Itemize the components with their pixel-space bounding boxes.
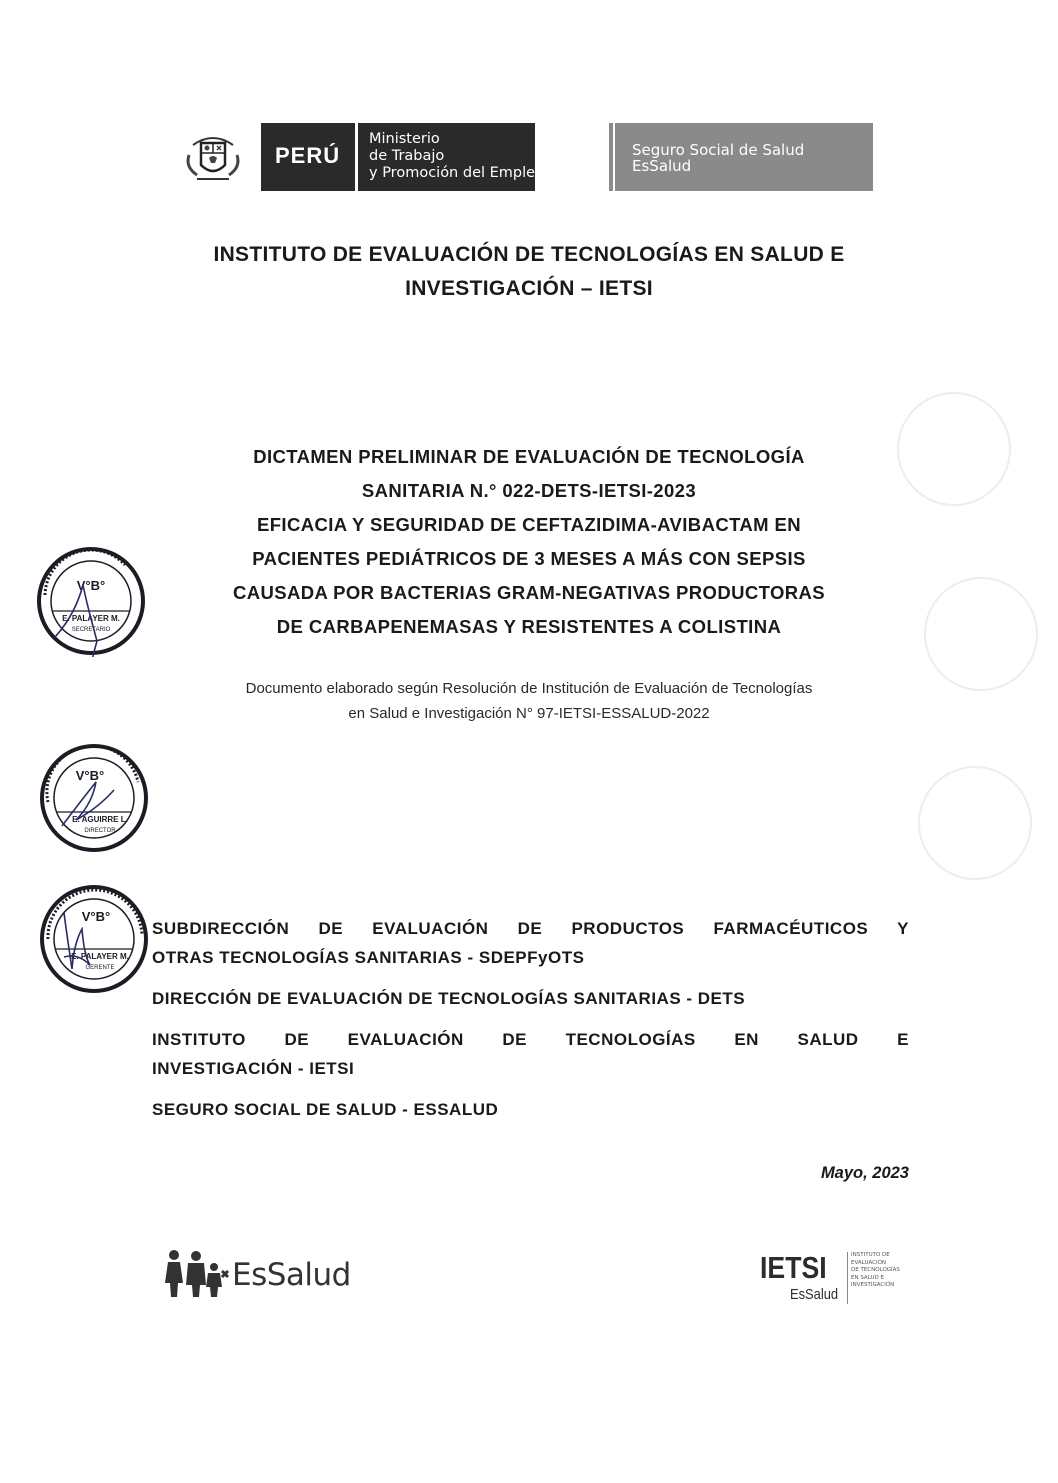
subdireccion-line: SUBDIRECCIÓN DE EVALUACIÓN DE PRODUCTOS FARMACÉUTICOS Y [152,919,909,938]
document-note-line: Documento elaborado según Resolución de Institución de Evaluación de Tecnologías [245,680,813,697]
approval-stamp-icon [35,545,147,657]
dictamen-line: DICTAMEN PRELIMINAR DE EVALUACIÓN DE TECNOLOGÍA [253,446,805,467]
institute-title-line: INVESTIGACIÓN – IETSI [405,277,653,300]
dictamen-line: EFICACIA Y SEGURIDAD DE CEFTAZIDIMA-AVIBACTAM EN [256,514,802,535]
document-note [120,676,938,726]
subdireccion [152,914,909,972]
dictamen-line: SANITARIA N.° 022-DETS-IETSI-2023 [361,480,697,501]
document-note-line: en Salud e Investigación N° 97-IETSI-ESSALUD-2022 [348,705,710,722]
instituto [152,1025,909,1083]
stamp-vb: V°B° [75,768,105,783]
essalud-box-line: Seguro Social de Salud [632,141,805,159]
ministry-line: de Trabajo [369,148,445,164]
ministry-line: Ministerio [369,131,440,147]
divider [847,1252,848,1304]
stamp-name: E. PALAYER M. [62,614,120,623]
ministry-name [369,131,544,182]
institute-title [120,238,938,306]
peru-label: PERÚ [275,143,341,168]
stamp-name: E. PALAYER M. [71,952,129,961]
peru-coat-of-arms-icon [183,127,243,187]
essalud-box [615,123,873,191]
ietsi-caption-line: EN SALUD E [851,1274,884,1281]
stamp-role: SECRETARIO [71,627,111,633]
subdireccion-line: OTRAS TECNOLOGÍAS SANITARIAS - SDEPFyOTS [152,948,585,967]
divider [355,123,358,191]
instituto-line: INVESTIGACIÓN - IETSI [152,1059,355,1078]
divider [609,123,613,191]
ietsi-caption-line: INVESTIGACIÓN [851,1282,895,1289]
instituto-line: INSTITUTO DE EVALUACIÓN DE TECNOLOGÍAS EN SALUD E [152,1030,909,1049]
essalud-logo-text: EsSalud [232,1257,351,1293]
essalud-logo [164,1245,404,1305]
seguro-social: SEGURO SOCIAL DE SALUD - ESSALUD [152,1100,499,1119]
institute-title-line: INSTITUTO DE EVALUACIÓN DE TECNOLOGÍAS EN SALUD E [213,243,845,266]
dictamen-title [120,440,938,644]
government-banner [183,123,873,191]
ietsi-caption-line: DE TECNOLOGÍAS [851,1267,900,1274]
peru-ministry-box [261,123,544,191]
dictamen-line: DE CARBAPENEMASAS Y RESISTENTES A COLISTINA [276,616,782,637]
ministry-line: y Promoción del Empleo [369,165,544,181]
essalud-box-line: EsSalud [632,157,692,175]
authorship-block [152,914,909,1124]
faint-stamp-mark [897,392,1011,506]
faint-stamp-mark [918,766,1032,880]
approval-stamp-icon [38,883,150,995]
stamp-role: GERENTE [85,965,115,971]
stamp-vb: V°B° [81,909,111,924]
stamp-role: DIRECTOR [84,828,116,834]
stamp-vb: V°B° [76,578,106,593]
direccion: DIRECCIÓN DE EVALUACIÓN DE TECNOLOGÍAS SANITARIAS - DETS [152,989,746,1008]
ietsi-logo-sub: EsSalud [790,1286,839,1303]
document-date: Mayo, 2023 [820,1164,909,1182]
essalud-box-name [632,142,804,174]
dictamen-line: CAUSADA POR BACTERIAS GRAM-NEGATIVAS PRODUCTORAS [232,582,826,603]
faint-stamp-mark [924,577,1038,691]
ietsi-logo [760,1248,920,1308]
ietsi-caption-line: INSTITUTO DE [851,1252,890,1258]
ietsi-caption-line: EVALUACIÓN [851,1259,887,1266]
dictamen-line: PACIENTES PEDIÁTRICOS DE 3 MESES A MÁS CON SEPSIS [252,548,806,569]
ietsi-logo-caption [851,1252,900,1290]
approval-stamp-icon [38,742,150,854]
family-icon [164,1245,230,1305]
ietsi-logo-word: IETSI [760,1250,827,1285]
stamp-name: E. AGUIRRE L. [72,815,128,824]
